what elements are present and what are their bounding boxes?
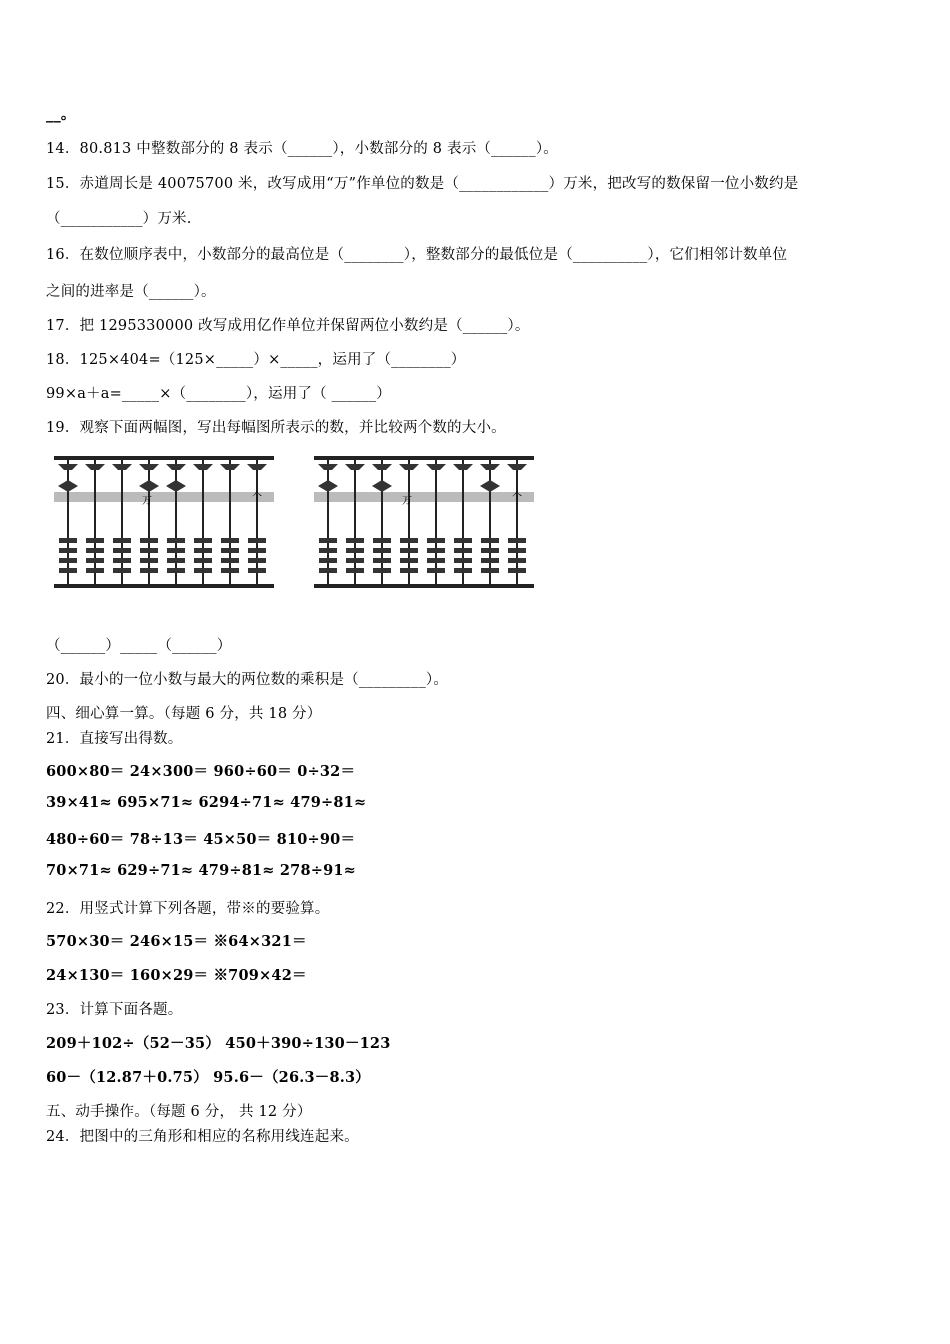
question-18-line2: 99×a＋a=_____×（________），运用了（ ______） bbox=[46, 386, 391, 402]
question-24: 24．把图中的三角形和相应的名称用线连起来。 bbox=[46, 1129, 359, 1145]
question-18-line1: 18．125×404=（125×_____）×_____，运用了（________） bbox=[46, 352, 466, 368]
abacus-beam bbox=[314, 492, 534, 502]
abacus-right-label-wan: 万 bbox=[402, 496, 412, 507]
section-4-heading: 四、细心算一算。（每题 6 分，共 18 分） bbox=[46, 706, 322, 722]
question-23: 23．计算下面各题。 bbox=[46, 1002, 183, 1018]
abacus-top-bar bbox=[54, 456, 274, 460]
question-17: 17．把 1295330000 改写成用亿作单位并保留两位小数约是（______）。 bbox=[46, 318, 530, 334]
question-15-line1: 15．赤道周长是 40075700 米，改写成用“万”作单位的数是（____________）万米，把改写的数保留一位小数约是 bbox=[46, 176, 799, 192]
q21-row-2: 39×41≈ 695×71≈ 6294÷71≈ 479÷81≈ bbox=[46, 794, 367, 811]
section-5-heading: 五、动手操作。（每题 6 分， 共 12 分） bbox=[46, 1104, 312, 1120]
question-19-answer: （______）_____（______） bbox=[46, 638, 232, 654]
q22-row-1: 570×30＝ 246×15＝ ※64×321＝ bbox=[46, 933, 307, 950]
question-19: 19．观察下面两幅图，写出每幅图所表示的数，并比较两个数的大小。 bbox=[46, 420, 506, 436]
q23-row-2: 60－（12.87＋0.75） 95.6－（26.3－8.3） bbox=[46, 1069, 371, 1086]
question-20: 20．最小的一位小数与最大的两位数的乘积是（_________）。 bbox=[46, 672, 449, 688]
q23-row-1: 209＋102÷（52－35） 450＋390÷130－123 bbox=[46, 1035, 391, 1052]
abacus-left-label-ge: 个 bbox=[252, 492, 262, 503]
question-22: 22．用竖式计算下列各题，带※的要验算。 bbox=[46, 901, 330, 917]
abacus-right bbox=[310, 452, 546, 592]
q21-row-4: 70×71≈ 629÷71≈ 479÷81≈ 278÷91≈ bbox=[46, 862, 357, 879]
question-16-line1: 16．在数位顺序表中，小数部分的最高位是（________），整数部分的最低位是（__________），它们相邻计数单位 bbox=[46, 247, 788, 263]
q22-row-2: 24×130＝ 160×29＝ ※709×42＝ bbox=[46, 967, 307, 984]
line-fragment: __。 bbox=[46, 106, 76, 123]
abacus-left-label-wan: 万 bbox=[142, 496, 152, 507]
question-21: 21．直接写出得数。 bbox=[46, 731, 183, 747]
abacus-top-bar bbox=[314, 456, 534, 460]
abacus-right-label-ge: 个 bbox=[512, 492, 522, 503]
abacus-beam bbox=[54, 492, 274, 502]
q21-row-3: 480÷60＝ 78÷13＝ 45×50＝ 810÷90＝ bbox=[46, 831, 356, 848]
abacus-bottom-bar bbox=[314, 584, 534, 588]
abacus-left bbox=[50, 452, 286, 592]
question-15-line2: （___________）万米. bbox=[46, 211, 192, 227]
question-16-line2: 之间的进率是（______）。 bbox=[46, 284, 216, 300]
abacus-bottom-bar bbox=[54, 584, 274, 588]
q21-row-1: 600×80＝ 24×300＝ 960÷60＝ 0÷32＝ bbox=[46, 763, 356, 780]
question-14: 14．80.813 中整数部分的 8 表示（______），小数部分的 8 表示（______）。 bbox=[46, 141, 558, 157]
